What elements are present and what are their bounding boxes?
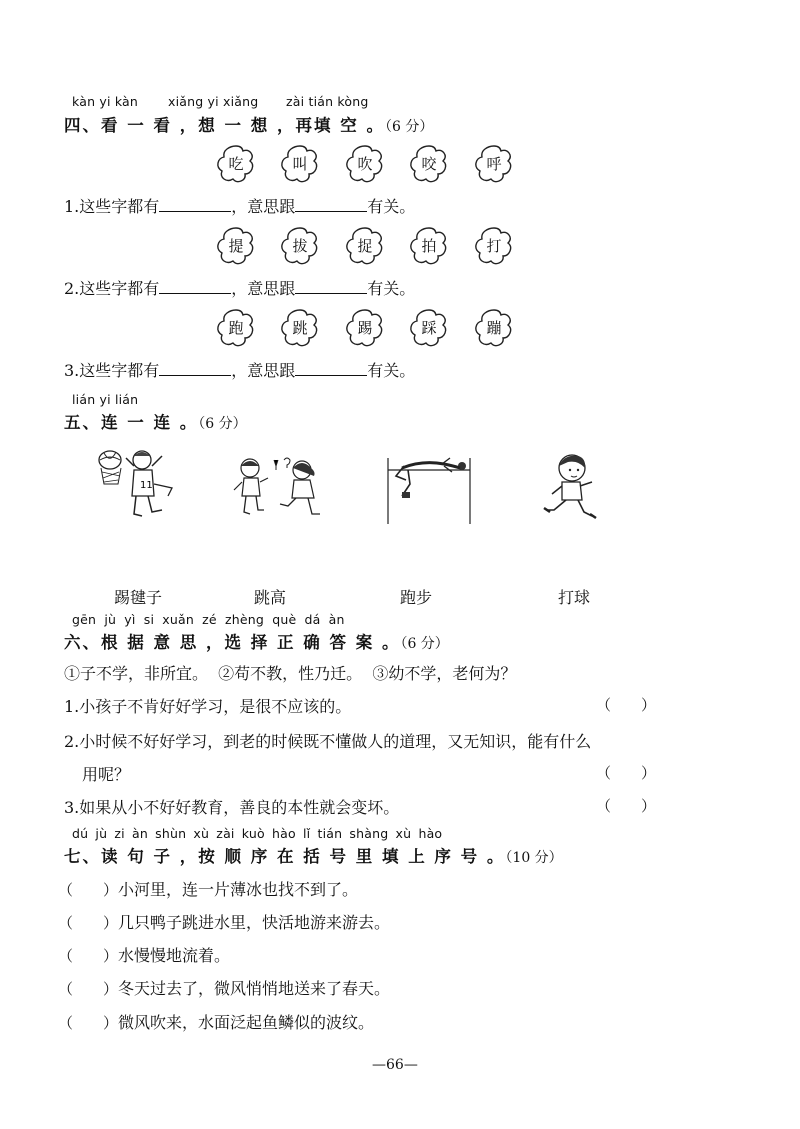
flower-char: 吃 xyxy=(228,155,244,173)
basketball-player-image[interactable] xyxy=(96,444,180,524)
running-boy-image[interactable] xyxy=(540,452,604,524)
flower-char: 跳 xyxy=(292,319,308,337)
question-text: 这些字都有 xyxy=(79,197,160,216)
shuttlecock-kids-image[interactable] xyxy=(232,456,328,520)
answer-blank[interactable] xyxy=(295,194,367,212)
answer-blank[interactable] xyxy=(159,276,231,294)
order-sentence xyxy=(58,976,390,999)
order-sentence xyxy=(58,1010,374,1033)
flower-char: 踢 xyxy=(357,319,373,337)
section-4-score: （6 分） xyxy=(384,119,434,135)
question-6-2: 2.小时候不好好学习，到老的时候既不懂做人的道理，又无知识，能有什么 xyxy=(64,732,592,751)
question-number: 3. xyxy=(64,361,80,380)
question-text: 这些字都有 xyxy=(79,279,160,298)
sentence-text: 几只鸭子跳进水里，快活地游来游去。 xyxy=(118,913,391,932)
answer-paren[interactable]: （ ） xyxy=(596,797,657,815)
flower-char: 叫 xyxy=(292,155,308,173)
section-7-title: 七、读 句 子 ，按 顺 序 在 括 号 里 填 上 序 号 。 xyxy=(64,847,506,866)
question-text: 有关。 xyxy=(367,197,416,216)
section-5-title: 五、连 一 连 。 xyxy=(64,413,199,432)
answer-paren[interactable]: （ ） xyxy=(596,696,657,714)
flower-char: 吹 xyxy=(357,155,373,173)
section-5-score: （6 分） xyxy=(198,416,247,432)
section-4-heading xyxy=(64,112,433,136)
question-text: 有关。 xyxy=(367,361,416,380)
question-4-2 xyxy=(64,276,415,299)
pinyin-zaitiankong: zài tián kòng xyxy=(286,94,369,109)
flower-char: 呼 xyxy=(486,155,502,173)
question-4-3 xyxy=(64,358,415,381)
pinyin-xiang: xiǎng yi xiǎng xyxy=(168,94,259,109)
order-sentence xyxy=(58,910,390,933)
match-label-jianzi[interactable]: 踢毽子 xyxy=(114,588,163,607)
char-flower xyxy=(409,308,449,348)
order-paren[interactable]: （ ） xyxy=(58,947,119,965)
char-flower xyxy=(474,308,514,348)
sentence-text: 微风吹来，水面泛起鱼鳞似的波纹。 xyxy=(118,1013,375,1032)
flower-char: 拍 xyxy=(421,237,437,255)
order-sentence xyxy=(58,943,230,966)
char-flower xyxy=(409,226,449,266)
section-7-heading xyxy=(64,843,563,867)
pinyin-lianyilian: lián yi lián xyxy=(72,392,139,407)
char-flower xyxy=(280,144,320,184)
flower-char: 蹦 xyxy=(486,319,502,337)
question-text: 这些字都有 xyxy=(79,361,160,380)
answer-blank[interactable] xyxy=(295,276,367,294)
order-paren[interactable]: （ ） xyxy=(58,881,119,899)
flower-char: 踩 xyxy=(421,319,437,337)
char-flower xyxy=(280,226,320,266)
order-paren[interactable]: （ ） xyxy=(58,1014,119,1032)
options-line: ①子不学，非所宜。 ②苟不教，性乃迁。 ③幼不学，老何为？ xyxy=(64,664,517,683)
match-label-paobu[interactable]: 跑步 xyxy=(400,588,433,607)
char-flower xyxy=(345,144,385,184)
answer-blank[interactable] xyxy=(159,358,231,376)
match-label-daqiu[interactable]: 打球 xyxy=(558,588,591,607)
question-text: 有关。 xyxy=(367,279,416,298)
sentence-text: 冬天过去了，微风悄悄地送来了春天。 xyxy=(118,979,391,998)
section-6-score: （6 分） xyxy=(400,636,449,652)
flower-char: 拔 xyxy=(292,237,308,255)
sentence-text: 小河里，连一片薄冰也找不到了。 xyxy=(118,880,359,899)
char-flower xyxy=(409,144,449,184)
question-text: ，意思跟 xyxy=(231,197,296,216)
order-sentence xyxy=(58,877,358,900)
question-number: 2. xyxy=(64,279,80,298)
page-number: —66— xyxy=(372,1057,418,1073)
question-number: 1. xyxy=(64,197,80,216)
question-6-3: 3.如果从小不好好教育，善良的本性就会变坏。 xyxy=(64,798,400,817)
pinyin-section6: gēn jù yì si xuǎn zé zhèng què dá àn xyxy=(72,612,345,627)
flower-char: 跑 xyxy=(228,319,244,337)
svg-text:11: 11 xyxy=(140,480,153,491)
char-flower xyxy=(216,308,256,348)
section-4-title: 四、看 一 看 ，想 一 想 ，再填 空 。 xyxy=(64,116,385,135)
flower-char: 打 xyxy=(486,237,502,255)
pinyin-section7: dú jù zi àn shùn xù zài kuò hào lǐ tián shàng xù hào xyxy=(72,826,443,841)
pinyin-kan: kàn yi kàn xyxy=(72,94,139,109)
order-paren[interactable]: （ ） xyxy=(58,914,119,932)
question-6-2-cont: 用呢？ xyxy=(82,765,131,784)
answer-blank[interactable] xyxy=(295,358,367,376)
char-flower xyxy=(280,308,320,348)
match-label-tiaogao[interactable]: 跳高 xyxy=(254,588,287,607)
flower-char: 捉 xyxy=(357,237,373,255)
section-6-title: 六、根 据 意 思 ，选 择 正 确 答 案 。 xyxy=(64,633,401,652)
char-flower xyxy=(474,144,514,184)
question-text: ，意思跟 xyxy=(231,361,296,380)
section-5-heading xyxy=(64,409,247,433)
char-flower xyxy=(216,144,256,184)
order-paren[interactable]: （ ） xyxy=(58,980,119,998)
high-jump-image[interactable] xyxy=(382,456,478,526)
flower-char: 提 xyxy=(228,237,244,255)
question-6-1: 1.小孩子不肯好好学习，是很不应该的。 xyxy=(64,697,352,716)
char-flower xyxy=(474,226,514,266)
answer-blank[interactable] xyxy=(159,194,231,212)
section-6-heading xyxy=(64,629,449,653)
sentence-text: 水慢慢地流着。 xyxy=(118,946,231,965)
char-flower xyxy=(345,308,385,348)
answer-paren[interactable]: （ ） xyxy=(596,764,657,782)
question-4-1 xyxy=(64,194,415,217)
question-text: ，意思跟 xyxy=(231,279,296,298)
char-flower xyxy=(216,226,256,266)
char-flower xyxy=(345,226,385,266)
section-7-score: （10 分） xyxy=(505,850,563,866)
flower-char: 咬 xyxy=(421,155,437,173)
